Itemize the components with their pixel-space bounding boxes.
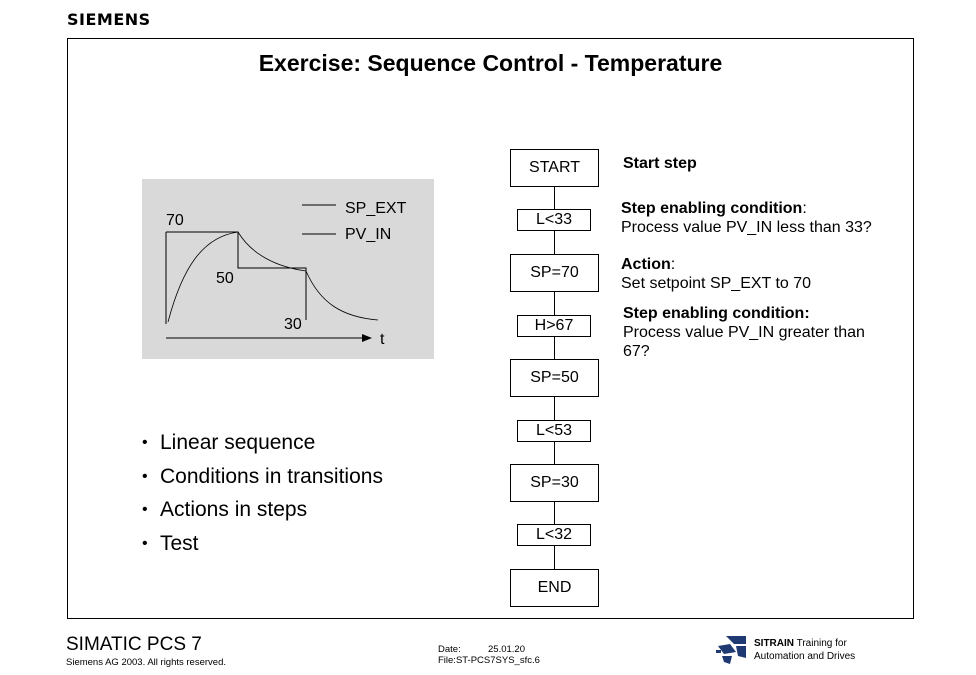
slide-title: Exercise: Sequence Control - Temperature — [258, 50, 723, 76]
siemens-logo: SIEMENS — [67, 10, 151, 29]
note-action — [621, 255, 811, 293]
pv-in-curve — [168, 232, 378, 322]
sitrain-brand: SITRAIN — [754, 638, 794, 649]
temperature-graph — [142, 179, 434, 359]
bullet-dot-icon: • — [142, 534, 148, 552]
footer-date-label: Date: — [438, 644, 461, 655]
bullet-dot-icon: • — [142, 501, 148, 518]
note-enabling-condition-2 — [623, 304, 865, 361]
note-cond2-title: Step enabling condition: — [623, 305, 810, 322]
sp-ext-curve — [166, 232, 306, 320]
step-sp70: SP=70 — [510, 254, 599, 292]
footer-date-value: 25.01.20 — [488, 644, 525, 655]
note-cond1-title: Step enabling condition — [621, 200, 803, 217]
footer-copyright: Siemens AG 2003. All rights reserved. — [66, 657, 226, 668]
note-cond2-text-1: Process value PV_IN greater than — [623, 324, 865, 341]
footer-file: File:ST-PCS7SYS_sfc.6 — [438, 655, 540, 666]
time-axis-arrow — [362, 334, 372, 342]
value-label-70: 70 — [166, 212, 184, 229]
bullet-item — [142, 531, 383, 565]
time-axis-label: t — [380, 331, 385, 348]
note-action-colon: : — [670, 256, 676, 273]
note-cond2-text-2: 67? — [623, 343, 650, 360]
legend-label-pv-in: PV_IN — [345, 226, 392, 243]
note-action-title: Action — [621, 256, 671, 273]
sitrain-tagline — [754, 637, 855, 663]
step-end: END — [510, 569, 599, 607]
topic-bullet-list — [142, 430, 383, 564]
transition-l32: L<32 — [517, 524, 591, 546]
bullet-dot-icon: • — [142, 434, 148, 451]
step-sp30: SP=30 — [510, 464, 599, 502]
step-start: START — [510, 149, 599, 187]
note-start-step-label: Start step — [623, 155, 697, 172]
bullet-item — [142, 464, 383, 498]
bullet-item — [142, 430, 383, 464]
bullet-text: Test — [160, 531, 199, 555]
sitrain-logo-icon — [716, 634, 748, 666]
note-cond1-text: Process value PV_IN less than 33? — [621, 219, 872, 236]
value-label-30: 30 — [284, 316, 302, 333]
bullet-text: Conditions in transitions — [160, 464, 383, 488]
bullet-dot-icon: • — [142, 467, 148, 485]
footer-product-name: SIMATIC PCS 7 — [66, 634, 202, 655]
bullet-text: Actions in steps — [160, 498, 308, 521]
sitrain-tagline-line2: Automation and Drives — [754, 651, 856, 662]
note-action-text: Set setpoint SP_EXT to 70 — [621, 275, 812, 292]
transition-l33: L<33 — [517, 209, 591, 231]
note-start-step — [623, 154, 697, 173]
step-sp50: SP=50 — [510, 359, 599, 397]
footer-date — [438, 644, 525, 655]
transition-l53: L<53 — [517, 420, 591, 442]
note-enabling-condition-1 — [621, 199, 872, 237]
bullet-item — [142, 497, 383, 531]
value-label-50: 50 — [216, 270, 234, 287]
bullet-text: Linear sequence — [160, 431, 316, 454]
note-cond1-colon: : — [802, 200, 807, 217]
legend-label-sp-ext: SP_EXT — [345, 200, 407, 217]
sitrain-tagline-rest: Training for — [794, 638, 847, 649]
transition-h67: H>67 — [517, 315, 591, 337]
